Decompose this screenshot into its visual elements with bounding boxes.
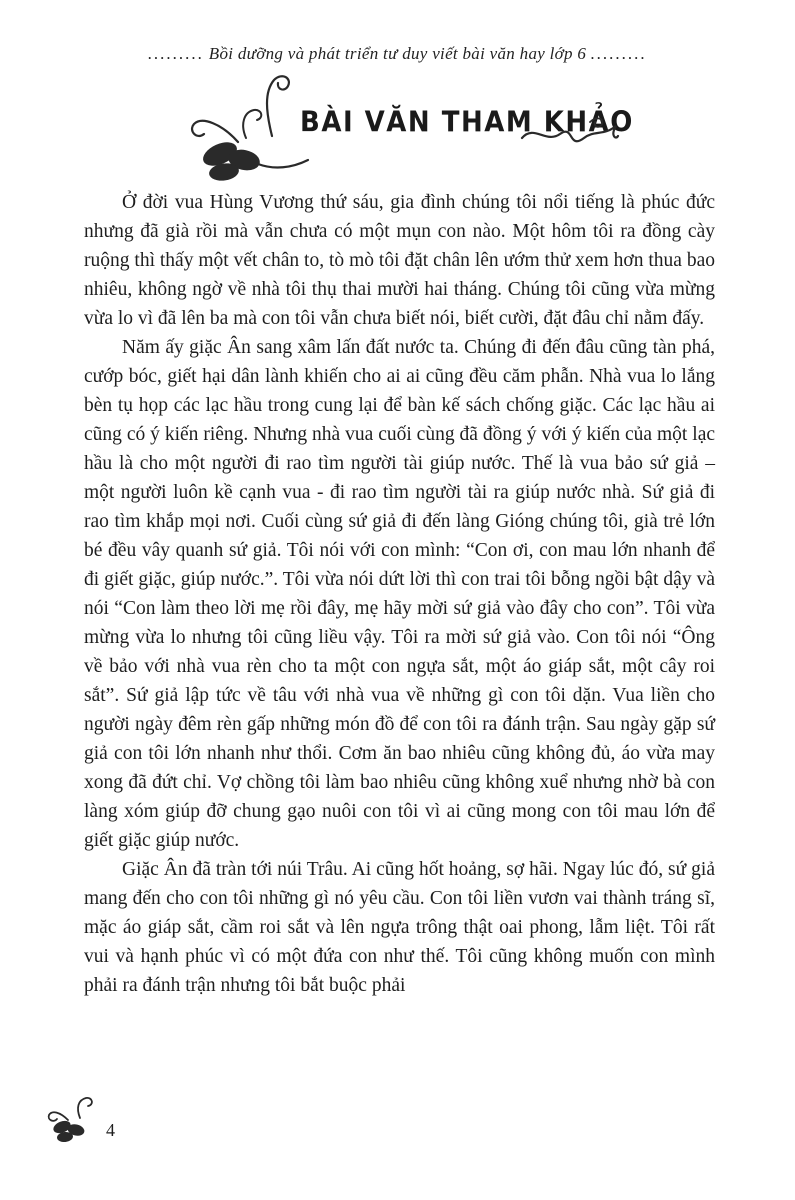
title-swirl-icon: [520, 112, 620, 161]
page-footer: [46, 1096, 115, 1147]
running-head-leaders-left: .........: [147, 44, 205, 63]
paragraph-1: Ở đời vua Hùng Vương thứ sáu, gia đình chúng tôi nổi tiếng là phúc đức nhưng đã già rồi mà vẫn chưa có một mụn con nào. Một hôm tôi ra đồng cày ruộng thì thấy một vết chân to, tò mò tôi đặt chân lên ướm thử xem hơn thua bao nhiêu, không ngờ về nhà tôi thụ thai mười hai tháng. Chúng tôi cũng vừa mừng vừa lo vì đã lên ba mà con tôi vẫn chưa biết nói, biết cười, đặt đâu chỉ nằm đấy.: [84, 192, 715, 329]
running-head-leaders-right: .........: [590, 44, 648, 63]
running-head: [0, 0, 795, 64]
footer-flower-doodle-icon: [46, 1096, 98, 1147]
running-head-title: Bồi dưỡng và phát triển tư duy viết bài văn hay lớp 6: [208, 44, 587, 63]
section-title: BÀI VĂN THAM KHẢO: [300, 106, 634, 140]
section-title-block: [0, 76, 795, 186]
story-text: [84, 188, 715, 1000]
paragraph-2: Năm ấy giặc Ân sang xâm lấn đất nước ta. Chúng đi đến đâu cũng tàn phá, cướp bóc, giết hại dân lành khiến cho ai ai cũng đều căm phẫn. Nhà vua lo lắng bèn tụ họp các lạc hầu trong cung lại để bàn kế sách chống giặc. Các lạc hầu ai cũng có ý kiến riêng. Nhưng nhà vua cuối cùng đã đồng ý với ý kiến của một lạc hầu là cho một người đi rao tìm người tài giúp nước. Thế là vua bảo sứ giả – một người luôn kề cạnh vua - đi rao tìm người tài ra giúp nước nhà. Sứ giả đi rao tìm khắp mọi nơi. Cuối cùng sứ giả đi đến làng Gióng chúng tôi, già trẻ lớn bé đều vây quanh sứ giả. Tôi nói với con mình: “Con ơi, con mau lớn nhanh để đi giết giặc, giúp nước.”. Tôi vừa nói dứt lời thì con trai tôi bỗng ngồi bật dậy và nói “Con làm theo lời mẹ rồi đây, mẹ hãy mời sứ giả vào đây cho con”. Tôi vừa mừng vừa lo nhưng tôi cũng liều vậy. Tôi ra mời sứ giả vào. Con tôi nói “Ông về bảo với nhà vua rèn cho ta một con ngựa sắt, một áo giáp sắt, một cây roi sắt”. Sứ giả lập tức về tâu với nhà vua về những gì con tôi dặn. Vua liền cho người ngày đêm rèn gấp những món đồ để con tôi ra đánh trận. Sau ngày gặp sứ giả con tôi lớn nhanh như thổi. Cơm ăn bao nhiêu cũng không đủ, áo vừa may xong đã đứt chỉ. Vợ chồng tôi làm bao nhiêu cũng không xuể nhưng nhờ bà con làng xóm giúp đỡ chung gạo nuôi con tôi vì ai cũng mong con tôi mau lớn để giết giặc giúp nước.: [84, 337, 715, 851]
butterfly-doodle-icon: [180, 72, 310, 189]
paragraph-3: Giặc Ân đã tràn tới núi Trâu. Ai cũng hốt hoảng, sợ hãi. Ngay lúc đó, sứ giả mang đến cho con tôi những gì nó yêu cầu. Con tôi liền vươn vai thành tráng sĩ, mặc áo giáp sắt, cầm roi sắt và lên ngựa trông thật oai phong, lẫm liệt. Tôi rất vui và hạnh phúc vì có một đứa con như thế. Tôi cũng không muốn con mình phải ra đánh trận nhưng tôi bắt buộc phải: [84, 859, 715, 996]
page-number: 4: [106, 1120, 115, 1140]
